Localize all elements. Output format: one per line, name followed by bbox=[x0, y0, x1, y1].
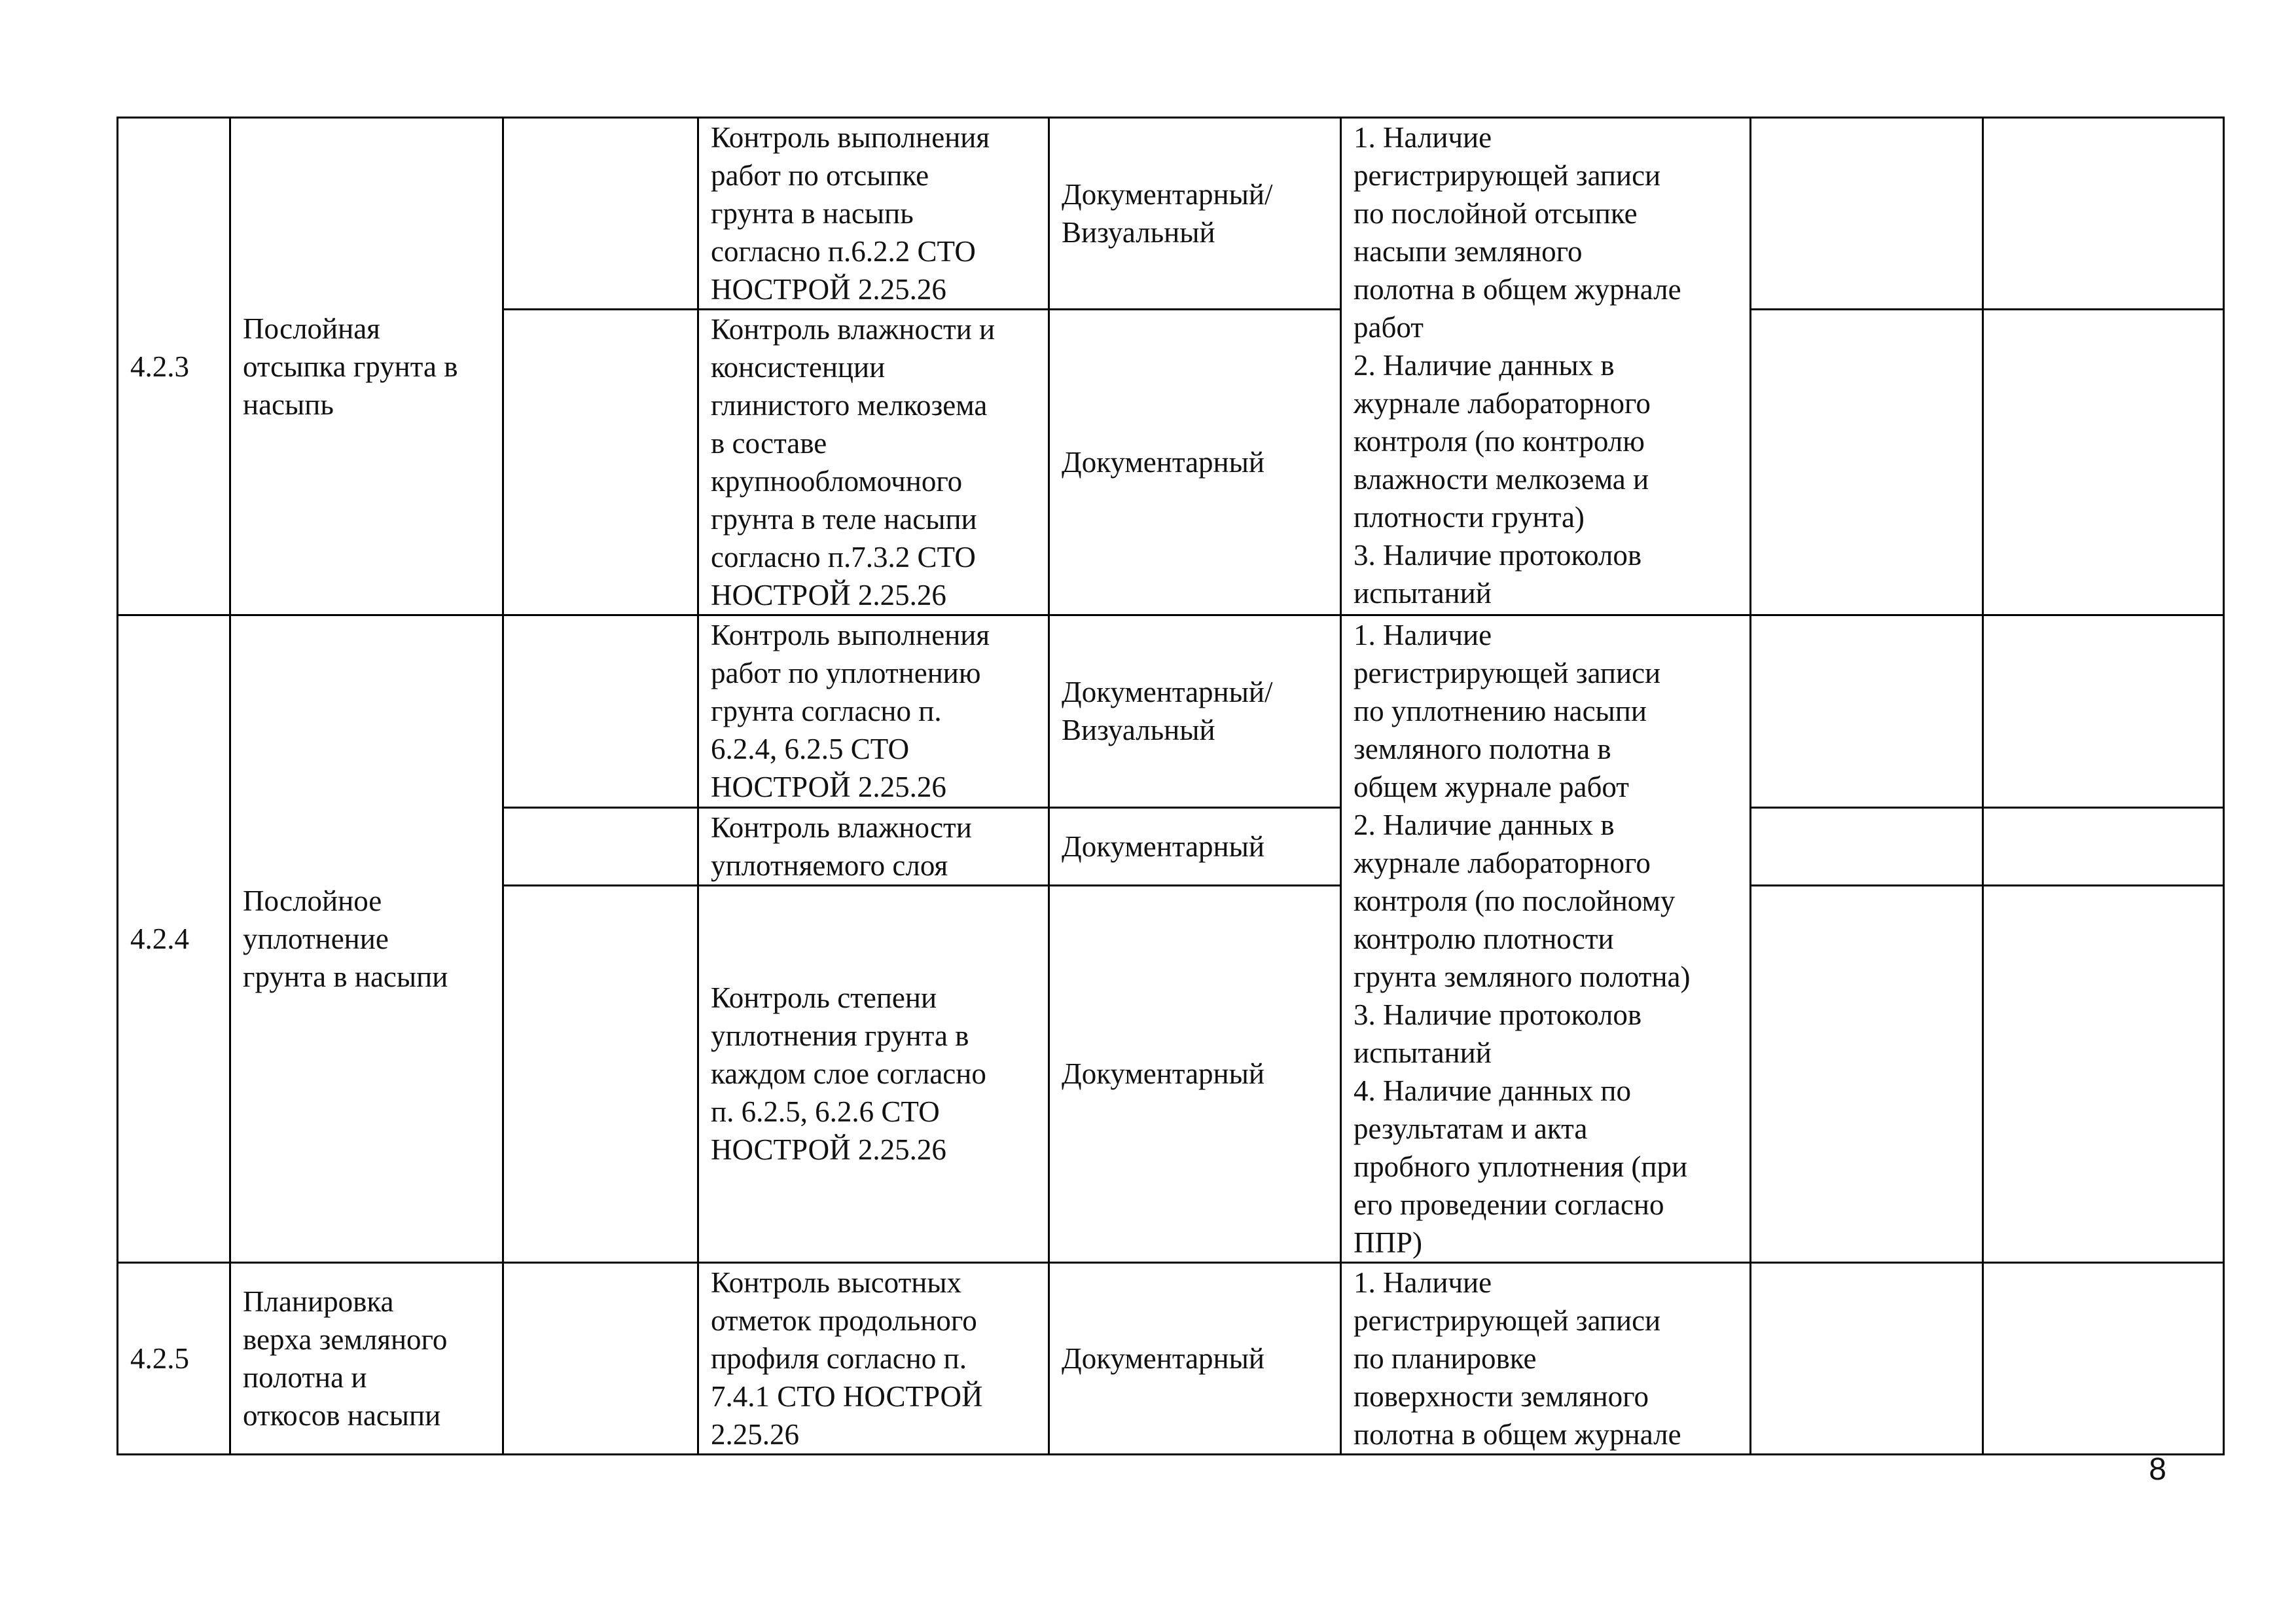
table-row bbox=[118, 615, 2224, 808]
check-cell bbox=[698, 118, 1049, 310]
evidence-text-line: результатам и акта bbox=[1354, 1112, 1588, 1145]
check-text-line: НОСТРОЙ 2.25.26 bbox=[711, 1133, 946, 1167]
empty-cell bbox=[1751, 310, 1983, 615]
method-cell bbox=[1049, 310, 1341, 615]
evidence-text-line: общем журнале работ bbox=[1354, 771, 1629, 803]
check-text-line: уплотнения грунта в bbox=[711, 1019, 969, 1053]
empty-cell bbox=[1751, 885, 1983, 1262]
method-text-line: Документарный/ bbox=[1062, 178, 1273, 211]
empty-cell bbox=[1983, 885, 2224, 1262]
evidence-text-line: контроля (по контролю bbox=[1354, 425, 1645, 458]
evidence-text-line: земляного полотна в bbox=[1354, 733, 1611, 765]
method-text-line: Документарный/ bbox=[1062, 676, 1273, 709]
check-text-line: грунта в насыпь bbox=[711, 197, 914, 230]
stage-text-line: откосов насыпи bbox=[243, 1399, 441, 1432]
check-text-line: каждом слое согласно bbox=[711, 1057, 986, 1091]
empty-cell bbox=[1983, 615, 2224, 808]
empty-cell bbox=[1983, 118, 2224, 310]
evidence-text-line: пробного уплотнения (при bbox=[1354, 1150, 1688, 1183]
check-text-line: Контроль высотных bbox=[711, 1266, 962, 1299]
item-number-cell bbox=[118, 1263, 230, 1455]
check-cell bbox=[698, 807, 1049, 885]
check-text-line: консистенции bbox=[711, 351, 886, 384]
stage-cell bbox=[230, 615, 503, 1263]
evidence-text-line: по послойной отсыпке bbox=[1354, 197, 1638, 230]
control-table bbox=[117, 117, 2225, 1455]
evidence-text-line: 3. Наличие протоколов bbox=[1354, 998, 1642, 1031]
stage-text-line: Планировка bbox=[243, 1285, 394, 1318]
item-number: 4.2.5 bbox=[130, 1342, 189, 1375]
check-text-line: НОСТРОЙ 2.25.26 bbox=[711, 771, 946, 803]
method-cell bbox=[1049, 1263, 1341, 1455]
evidence-text-line: 1. Наличие bbox=[1354, 1266, 1492, 1299]
empty-cell bbox=[1751, 118, 1983, 310]
method-text-line: Визуальный bbox=[1062, 714, 1215, 747]
evidence-text-line: по планировке bbox=[1354, 1342, 1537, 1375]
table-row bbox=[118, 118, 2224, 310]
evidence-text-line: 2. Наличие данных в bbox=[1354, 349, 1615, 382]
check-text-line: грунта в теле насыпи bbox=[711, 503, 977, 536]
check-text-line: 2.25.26 bbox=[711, 1418, 799, 1451]
empty-cell bbox=[1983, 1263, 2224, 1455]
stage-cell bbox=[230, 1263, 503, 1455]
check-text-line: НОСТРОЙ 2.25.26 bbox=[711, 273, 946, 306]
check-cell bbox=[698, 885, 1049, 1262]
evidence-text-line: контроля (по послойному bbox=[1354, 884, 1676, 917]
check-text-line: Контроль выполнения bbox=[711, 619, 990, 651]
page-number: 8 bbox=[2149, 1452, 2166, 1487]
empty-cell bbox=[1751, 807, 1983, 885]
evidence-text-line: контролю плотности bbox=[1354, 922, 1614, 955]
stage-text-line: грунта в насыпи bbox=[243, 960, 448, 993]
check-text-line: согласно п.6.2.2 СТО bbox=[711, 235, 976, 268]
check-text-line: крупнообломочного bbox=[711, 465, 963, 498]
method-text-line: Документарный bbox=[1062, 1342, 1265, 1375]
method-cell bbox=[1049, 807, 1341, 885]
check-text-line: Контроль влажности bbox=[711, 811, 972, 844]
empty-cell bbox=[503, 885, 698, 1262]
stage-text-line: отсыпка грунта в bbox=[243, 350, 458, 383]
evidence-text-line: 2. Наличие данных в bbox=[1354, 809, 1615, 841]
check-text-line: Контроль степени bbox=[711, 981, 937, 1015]
evidence-text-line: 1. Наличие bbox=[1354, 121, 1492, 154]
empty-cell bbox=[1983, 807, 2224, 885]
evidence-text-line: работ bbox=[1354, 311, 1424, 344]
check-text-line: Контроль выполнения bbox=[711, 121, 990, 154]
stage-text-line: верха земляного bbox=[243, 1323, 448, 1356]
check-text-line: в составе bbox=[711, 427, 827, 460]
empty-cell bbox=[503, 807, 698, 885]
check-text-line: п. 6.2.5, 6.2.6 СТО bbox=[711, 1095, 940, 1129]
evidence-text-line: журнале лабораторного bbox=[1354, 847, 1651, 879]
check-text-line: НОСТРОЙ 2.25.26 bbox=[711, 579, 946, 611]
evidence-text-line: регистрирующей записи bbox=[1354, 1304, 1661, 1337]
check-cell bbox=[698, 615, 1049, 808]
method-cell bbox=[1049, 118, 1341, 310]
check-text-line: уплотняемого слоя bbox=[711, 848, 948, 882]
check-text-line: профиля согласно п. bbox=[711, 1342, 967, 1375]
evidence-text-line: 3. Наличие протоколов bbox=[1354, 539, 1642, 572]
evidence-text-line: 4. Наличие данных по bbox=[1354, 1074, 1631, 1107]
item-number: 4.2.3 bbox=[130, 350, 189, 383]
evidence-text-line: грунта земляного полотна) bbox=[1354, 960, 1691, 993]
empty-cell bbox=[503, 118, 698, 310]
evidence-text-line: влажности мелкозема и bbox=[1354, 463, 1649, 496]
method-text-line: Документарный bbox=[1062, 830, 1265, 863]
empty-cell bbox=[1983, 310, 2224, 615]
evidence-text-line: испытаний bbox=[1354, 1036, 1492, 1069]
evidence-text-line: журнале лабораторного bbox=[1354, 387, 1651, 420]
check-text-line: Контроль влажности и bbox=[711, 313, 996, 346]
evidence-text-line: насыпи земляного bbox=[1354, 235, 1583, 268]
item-number: 4.2.4 bbox=[130, 922, 189, 955]
method-cell bbox=[1049, 615, 1341, 808]
evidence-cell bbox=[1341, 615, 1751, 1263]
empty-cell bbox=[1751, 615, 1983, 808]
empty-cell bbox=[1751, 1263, 1983, 1455]
check-cell bbox=[698, 1263, 1049, 1455]
stage-text-line: насыпь bbox=[243, 388, 334, 421]
evidence-text-line: ППР) bbox=[1354, 1226, 1423, 1259]
check-text-line: 7.4.1 СТО НОСТРОЙ bbox=[711, 1380, 983, 1413]
evidence-text-line: плотности грунта) bbox=[1354, 501, 1585, 534]
evidence-text-line: поверхности земляного bbox=[1354, 1380, 1649, 1413]
empty-cell bbox=[503, 1263, 698, 1455]
item-number-cell bbox=[118, 118, 230, 615]
check-text-line: отметок продольного bbox=[711, 1304, 977, 1337]
stage-text-line: уплотнение bbox=[243, 922, 389, 955]
stage-text-line: Послойная bbox=[243, 312, 380, 345]
evidence-text-line: испытаний bbox=[1354, 577, 1492, 610]
evidence-text-line: полотна в общем журнале bbox=[1354, 273, 1681, 306]
evidence-text-line: полотна в общем журнале bbox=[1354, 1418, 1681, 1451]
empty-cell bbox=[503, 615, 698, 808]
item-number-cell bbox=[118, 615, 230, 1263]
evidence-cell bbox=[1341, 1263, 1751, 1455]
stage-cell bbox=[230, 118, 503, 615]
check-text-line: согласно п.7.3.2 СТО bbox=[711, 541, 976, 574]
method-cell bbox=[1049, 885, 1341, 1262]
table-row bbox=[118, 1263, 2224, 1455]
evidence-text-line: 1. Наличие bbox=[1354, 619, 1492, 651]
evidence-text-line: по уплотнению насыпи bbox=[1354, 695, 1647, 727]
method-text-line: Документарный bbox=[1062, 1057, 1265, 1091]
method-text-line: Документарный bbox=[1062, 446, 1265, 479]
evidence-text-line: его проведении согласно bbox=[1354, 1188, 1664, 1221]
check-text-line: грунта согласно п. bbox=[711, 695, 942, 727]
empty-cell bbox=[503, 310, 698, 615]
stage-text-line: полотна и bbox=[243, 1361, 367, 1394]
evidence-cell bbox=[1341, 118, 1751, 615]
stage-text-line: Послойное bbox=[243, 884, 382, 917]
method-text-line: Визуальный bbox=[1062, 216, 1215, 249]
evidence-text-line: регистрирующей записи bbox=[1354, 159, 1661, 192]
check-text-line: работ по отсыпке bbox=[711, 159, 929, 192]
evidence-text-line: регистрирующей записи bbox=[1354, 657, 1661, 689]
check-text-line: работ по уплотнению bbox=[711, 657, 981, 689]
check-text-line: 6.2.4, 6.2.5 СТО bbox=[711, 733, 910, 765]
check-text-line: глинистого мелкозема bbox=[711, 389, 988, 422]
check-cell bbox=[698, 310, 1049, 615]
